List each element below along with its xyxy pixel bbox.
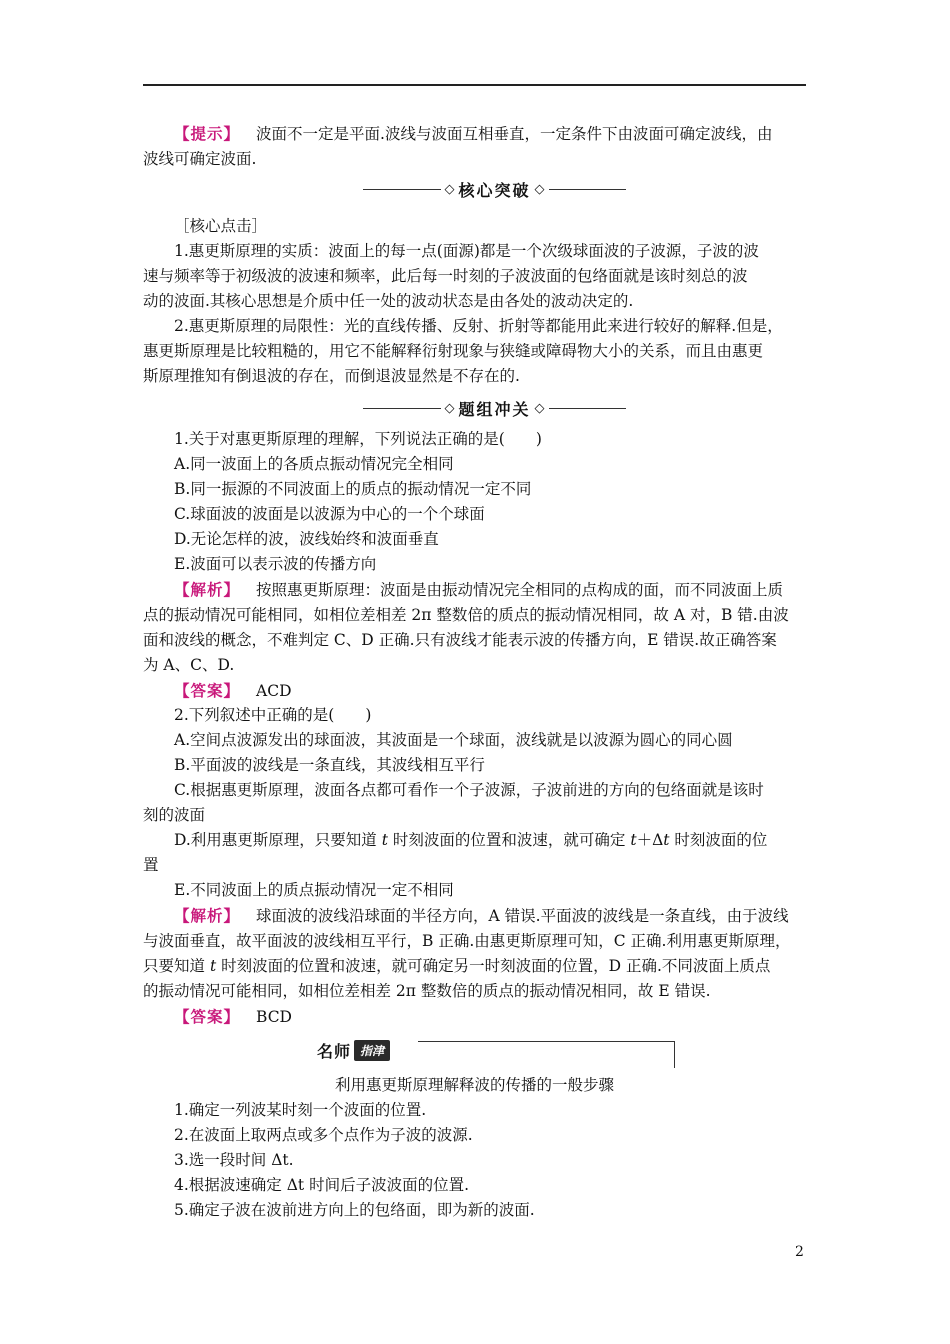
answer-tag: 【答案】 <box>174 681 241 700</box>
analysis-tag: 【解析】 <box>174 580 241 599</box>
diamond-icon: ◇ <box>444 400 455 416</box>
tip-step-1: 1.确定一列波某时刻一个波面的位置. <box>174 1101 427 1119</box>
section-heading-core: ◇ 核心突破 ◇ <box>363 178 626 200</box>
q1-stem: 1.关于对惠更斯原理的理解，下列说法正确的是( ) <box>174 430 542 448</box>
q2-option-c-l2: 刻的波面 <box>143 806 206 824</box>
diamond-icon: ◇ <box>534 181 545 197</box>
diamond-icon: ◇ <box>444 181 455 197</box>
core-heading: ［核心点击］ <box>174 217 268 235</box>
q2-option-e: E.不同波面上的质点振动情况一定不相同 <box>174 881 454 899</box>
q2-analysis-l2: 与波面垂直，故平面波的波线相互平行，B 正确.由惠更斯原理可知，C 正确.利用惠更斯原理， <box>143 932 791 950</box>
question-1 <box>143 427 811 704</box>
q2-analysis-l4: 的振动情况可能相同，如相位差相差 2π 整数倍的质点的振动情况相同，故 E 错误. <box>143 982 711 1000</box>
tip-title: 利用惠更斯原理解释波的传播的一般步骤 <box>334 1076 614 1094</box>
core-block <box>143 214 811 389</box>
q1-option-c: C.球面波的波面是以波源为中心的一个个球面 <box>174 505 485 523</box>
section-heading-practice: ◇ 题组冲关 ◇ <box>363 397 626 419</box>
q1-option-e: E.波面可以表示波的传播方向 <box>174 555 377 573</box>
q1-analysis-l3: 面和波线的概念，不难判定 C、D 正确.只有波线才能表示波的传播方向，E 错误.故正确答案 <box>143 631 777 649</box>
q1-analysis-l4: 为 A、C、D. <box>143 656 235 674</box>
hint-line-1: 【提示】 波面不一定是平面.波线与波面互相垂直，一定条件下由波面可确定波线，由 <box>174 124 773 143</box>
core-p1-l2: 速与频率等于初级波的波速和频率，此后每一时刻的子波波面的包络面就是该时刻总的波 <box>143 267 748 285</box>
q2-option-d-l1: D.利用惠更斯原理，只要知道 t 时刻波面的位置和波速，就可确定 t＋Δt 时刻波面的位 <box>174 831 768 849</box>
q2-option-d-l2: 置 <box>143 856 159 874</box>
core-p2-l2: 惠更斯原理是比较粗糙的，用它不能解释衍射现象与狭缝或障碍物大小的关系，而且由惠更 <box>143 342 764 360</box>
q2-option-a: A.空间点波源发出的球面波，其波面是一个球面，波线就是以波源为圆心的同心圆 <box>174 731 733 749</box>
q2-option-b: B.平面波的波线是一条直线，其波线相互平行 <box>174 756 485 774</box>
tip-step-5: 5.确定子波在波前进方向上的包络面，即为新的波面. <box>174 1201 535 1219</box>
core-p2-l1: 2.惠更斯原理的局限性：光的直线传播、反射、折射等都能用此来进行较好的解释.但是， <box>174 317 783 335</box>
tip-badge: 名师 指津 <box>317 1037 390 1063</box>
q2-answer: 【答案】 BCD <box>174 1007 292 1026</box>
header-rule <box>143 84 806 86</box>
core-p2-l3: 斯原理推知有倒退波的存在，而倒退波显然是不存在的. <box>143 367 520 385</box>
tip-steps <box>143 1098 811 1223</box>
q2-option-c-l1: C.根据惠更斯原理，波面各点都可看作一个子波源，子波前进的方向的包络面就是该时 <box>174 781 764 799</box>
q1-option-a: A.同一波面上的各质点振动情况完全相同 <box>174 455 454 473</box>
answer-tag: 【答案】 <box>174 1007 241 1026</box>
q1-option-d: D.无论怎样的波，波线始终和波面垂直 <box>174 530 439 548</box>
q1-analysis-l1: 【解析】 按照惠更斯原理：波面是由振动情况完全相同的点构成的面，而不同波面上质 <box>174 580 784 599</box>
q2-analysis-l3: 只要知道 t 时刻波面的位置和波速，就可确定另一时刻波面的位置，D 正确.不同波面上质点 <box>143 957 771 975</box>
tip-frame <box>418 1041 675 1068</box>
hint-block <box>143 121 811 172</box>
page-number: 2 <box>795 1244 804 1260</box>
q1-answer: 【答案】 ACD <box>174 681 292 700</box>
q2-stem: 2.下列叙述中正确的是( ) <box>174 706 372 724</box>
q1-analysis-l2: 点的振动情况可能相同，如相位差相差 2π 整数倍的质点的振动情况相同，故 A 对，B 错.由波 <box>143 606 789 624</box>
question-2 <box>143 703 811 1030</box>
hint-line-2: 波线可确定波面. <box>143 150 257 168</box>
q2-analysis-l1: 【解析】 球面波的波线沿球面的半径方向，A 错误.平面波的波线是一条直线，由于波线 <box>174 906 789 925</box>
diamond-icon: ◇ <box>534 400 545 416</box>
hint-tag: 【提示】 <box>174 124 241 143</box>
tip-step-3: 3.选一段时间 Δt. <box>174 1151 294 1169</box>
tip-step-2: 2.在波面上取两点或多个点作为子波的波源. <box>174 1126 473 1144</box>
q1-option-b: B.同一振源的不同波面上的质点的振动情况一定不同 <box>174 480 532 498</box>
analysis-tag: 【解析】 <box>174 906 241 925</box>
core-p1-l1: 1.惠更斯原理的实质：波面上的每一点(面源)都是一个次级球面波的子波源，子波的波 <box>174 242 759 260</box>
tip-step-4: 4.根据波速确定 Δt 时间后子波波面的位置. <box>174 1176 469 1194</box>
tip-badge-label: 指津 <box>354 1040 390 1061</box>
core-p1-l3: 动的波面.其核心思想是介质中任一处的波动状态是由各处的波动决定的. <box>143 292 634 310</box>
